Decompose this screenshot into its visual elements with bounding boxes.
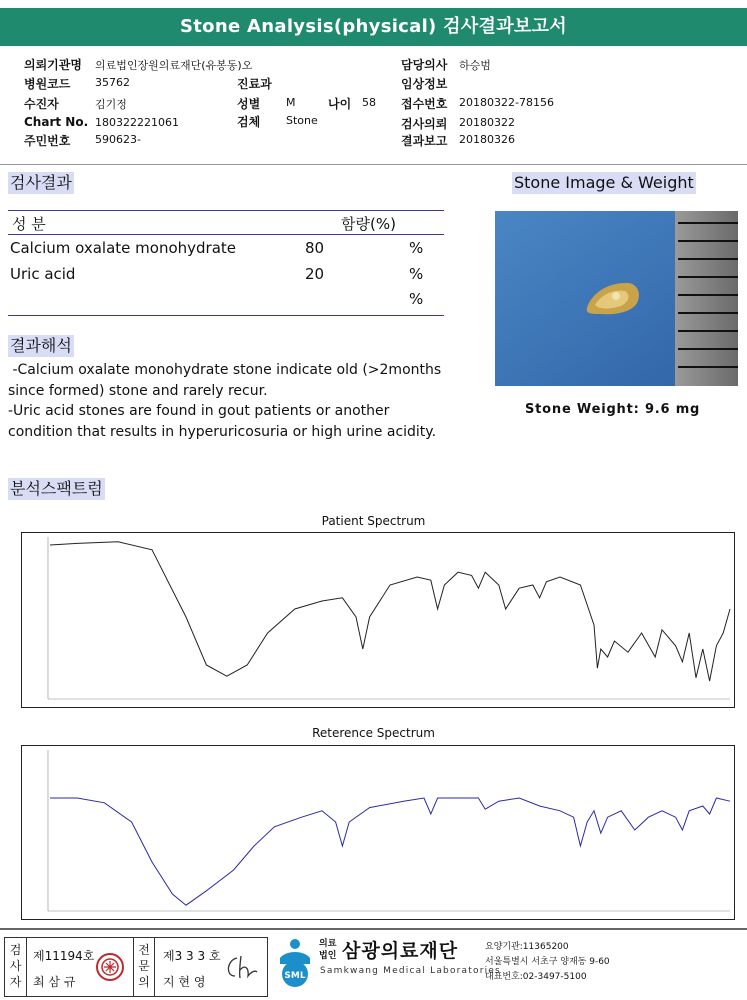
receipt-no-value: 20180322-78156 [459, 96, 554, 109]
amount-column-header: 함량(%) [341, 215, 396, 233]
corporation-label-line: 의료 [319, 939, 337, 949]
id-number-value: 590623- [95, 133, 141, 146]
organization-contact [485, 940, 610, 985]
hospital-code-value: 35762 [95, 76, 130, 89]
age-value: 58 [362, 96, 376, 109]
reported-date-label: 결과보고 [401, 134, 448, 148]
sml-logo-icon [272, 938, 318, 988]
interpretation-line: -Calcium oxalate monohydrate stone indicate old (>2months [8, 362, 442, 378]
reported-date-value: 20180326 [459, 133, 515, 146]
institution-label: 의뢰기관명 [24, 58, 82, 72]
organization-english-name: Samkwang Medical Laboratories [320, 966, 501, 976]
inspector-license-no: 제11194호 [33, 949, 95, 963]
component-unit: % [409, 239, 424, 257]
specimen-value: Stone [286, 114, 318, 127]
reference-spectrum-title: Reterence Spectrum [312, 726, 435, 740]
organization-address: 서울특별시 서초구 양재동 9-60 [485, 957, 610, 967]
interpretation-section-title: 결과해석 [10, 336, 72, 355]
table-row [8, 239, 444, 264]
hospital-code-label: 병원코드 [24, 77, 71, 91]
inspector-seal-icon [95, 952, 125, 982]
patient-spectrum-chart [21, 532, 735, 708]
stone-photo [495, 211, 738, 386]
patient-value: 김기정 [95, 98, 127, 111]
reviewer-signature-icon [223, 952, 259, 982]
stone-section-title: Stone Image & Weight [514, 173, 694, 192]
specimen-label: 검체 [237, 115, 261, 129]
chart-no-value: 180322221061 [95, 116, 179, 129]
signature-box [4, 937, 268, 997]
reviewer-vertical-label: 전문의 [133, 938, 155, 996]
interpretation-text [8, 360, 488, 442]
interpretation-line: -Uric acid stones are found in gout patients or another [8, 403, 390, 419]
spectrum-section-title: 분석스팩트럼 [10, 479, 103, 498]
component-unit: % [409, 290, 424, 308]
reviewer-license-no: 제3 3 3 호 [163, 949, 221, 963]
reviewer-name: 지 현 영 [163, 975, 206, 989]
corporation-label-line: 법인 [319, 951, 337, 961]
id-number-label: 주민번호 [24, 134, 71, 148]
inspector-name: 최 삼 규 [33, 975, 76, 989]
patient-spectrum-title: Patient Spectrum [321, 514, 426, 528]
clinical-info-label: 임상정보 [401, 77, 448, 91]
stone-weight: Stone Weight: 9.6 mg [525, 402, 701, 417]
results-section-title: 검사결과 [10, 173, 72, 192]
organization-name: 삼광의료재단 [342, 940, 459, 962]
inspector-vertical-label: 검사자 [5, 938, 27, 996]
doctor-value: 하승범 [459, 59, 491, 72]
table-row [8, 265, 444, 290]
sml-logo-text: SML [284, 971, 306, 981]
care-institution-code: 요양기관:11365200 [485, 942, 569, 952]
component-unit: % [409, 265, 424, 283]
interpretation-line: condition that results in hyperuricosuria or high urine acidity. [8, 423, 437, 440]
component-column-header: 성 분 [12, 215, 46, 233]
corporation-label [319, 938, 336, 962]
doctor-label: 담당의사 [401, 58, 448, 72]
age-label: 나이 [328, 97, 352, 111]
requested-date-value: 20180322 [459, 116, 515, 129]
component-name: Uric acid [10, 265, 76, 283]
interpretation-line: since formed) stone and rarely recur. [8, 382, 268, 399]
composition-table [8, 210, 444, 316]
patient-label: 수진자 [24, 97, 59, 111]
patient-info-panel [0, 50, 747, 165]
component-name: Calcium oxalate monohydrate [10, 239, 237, 257]
organization-phone: 대표번호:02-3497-5100 [485, 972, 587, 982]
receipt-no-label: 접수번호 [401, 97, 448, 111]
table-row [8, 290, 444, 315]
requested-date-label: 검사의뢰 [401, 117, 448, 131]
dept-label: 진료과 [237, 77, 272, 91]
sex-value: M [286, 96, 296, 109]
composition-table-header [8, 211, 444, 235]
reference-spectrum-chart [21, 745, 735, 920]
institution-value: 의료법인장원의료재단(유봉동)오 [95, 59, 253, 72]
chart-no-label: Chart No. [24, 115, 89, 129]
component-value: 80 [305, 239, 325, 257]
component-value: 20 [305, 265, 325, 283]
report-title: Stone Analysis(physical) 검사결과보고서 [0, 8, 747, 46]
sex-label: 성별 [237, 97, 261, 111]
